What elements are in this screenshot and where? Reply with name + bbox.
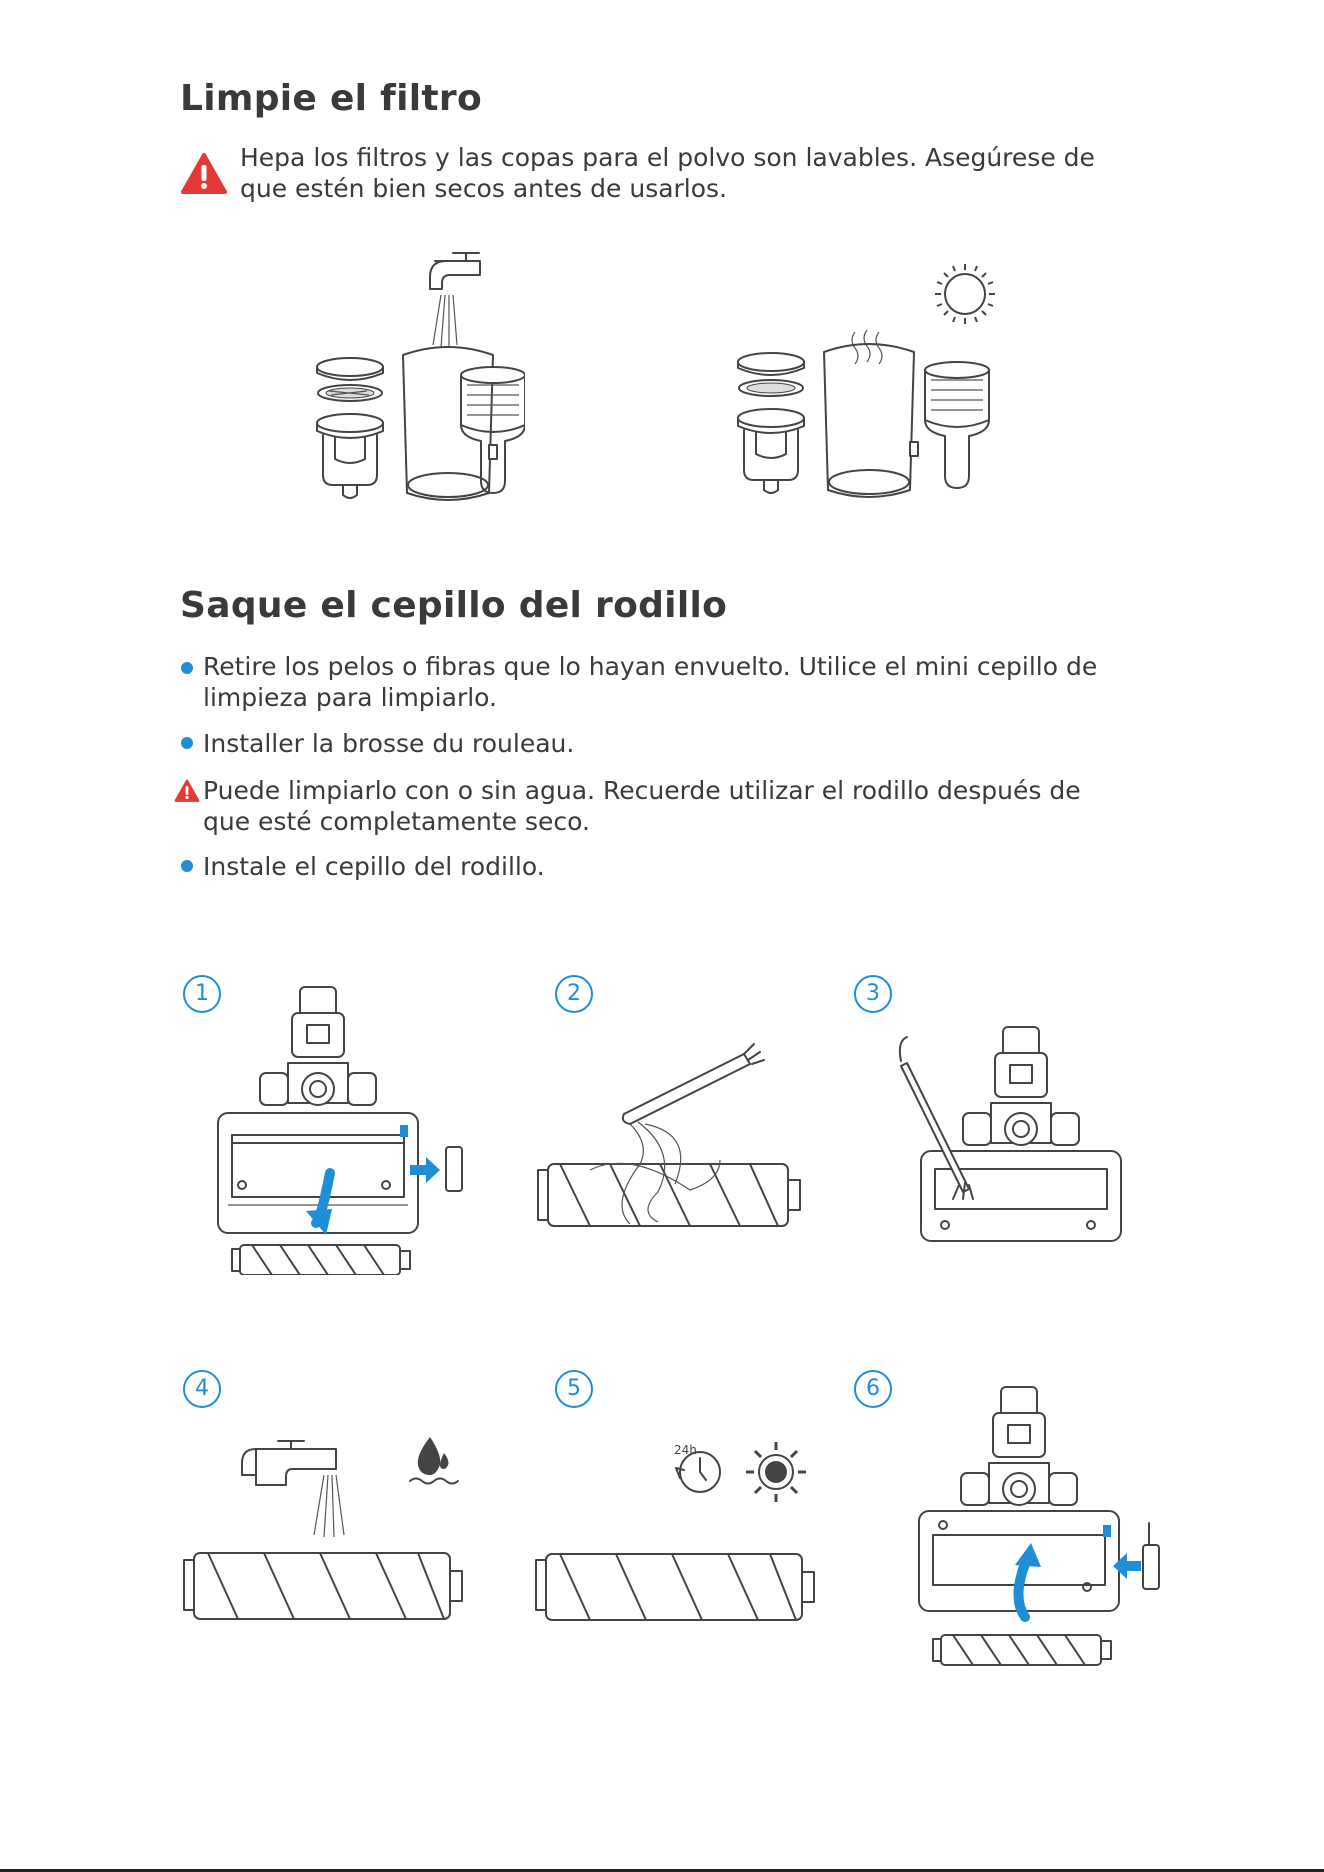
- sun-icon: [935, 264, 995, 324]
- step-number-1: 1: [183, 975, 221, 1013]
- step-number-4: 4: [183, 1370, 221, 1408]
- step6-install-roller-illustration: [915, 1385, 1165, 1675]
- step1-remove-roller-illustration: [210, 985, 470, 1275]
- timer-icon: [674, 1443, 720, 1492]
- bullet-icon: [181, 737, 193, 749]
- faucet-icon: [242, 1441, 336, 1485]
- filter-warning-text: Hepa los filtros y las copas para el polvo son lavables. Asegúrese de que estén bien secos antes de usarlos.: [240, 143, 1095, 203]
- roller-instruction-2: Installer la brosse du rouleau.: [203, 729, 575, 758]
- step-number-5: 5: [555, 1370, 593, 1408]
- step3-clean-head-illustration: [895, 1025, 1135, 1245]
- step5-dry-roller-illustration: [530, 1440, 830, 1625]
- step-number-6: 6: [854, 1370, 892, 1408]
- roller-instruction-4: Instale el cepillo del rodillo.: [203, 852, 545, 881]
- timer-label: 24h: [674, 1443, 697, 1457]
- bullet-icon: [181, 662, 193, 674]
- warning-icon: [180, 152, 228, 196]
- sun-icon: [746, 1442, 806, 1502]
- roller-instruction-1: Retire los pelos o fibras que lo hayan envuelto. Utilice el mini cepillo de limpieza para limpiarlo.: [203, 652, 1098, 712]
- section-title-filter: Limpie el filtro: [180, 78, 482, 119]
- step4-wash-roller-illustration: [178, 1435, 478, 1625]
- filter-washing-illustration: [305, 245, 525, 505]
- warning-icon: [174, 779, 200, 803]
- faucet-icon: [430, 253, 480, 289]
- roller-instruction-3: Puede limpiarlo con o sin agua. Recuerde utilizar el rodillo después de que esté completamente seco.: [203, 776, 1081, 836]
- step2-brush-cleaning-illustration: [530, 1040, 830, 1230]
- filter-drying-illustration: [725, 262, 1015, 507]
- water-drop-icon: [410, 1437, 458, 1484]
- section-title-roller: Saque el cepillo del rodillo: [180, 585, 728, 626]
- step-number-2: 2: [555, 975, 593, 1013]
- bullet-icon: [181, 860, 193, 872]
- step-number-3: 3: [854, 975, 892, 1013]
